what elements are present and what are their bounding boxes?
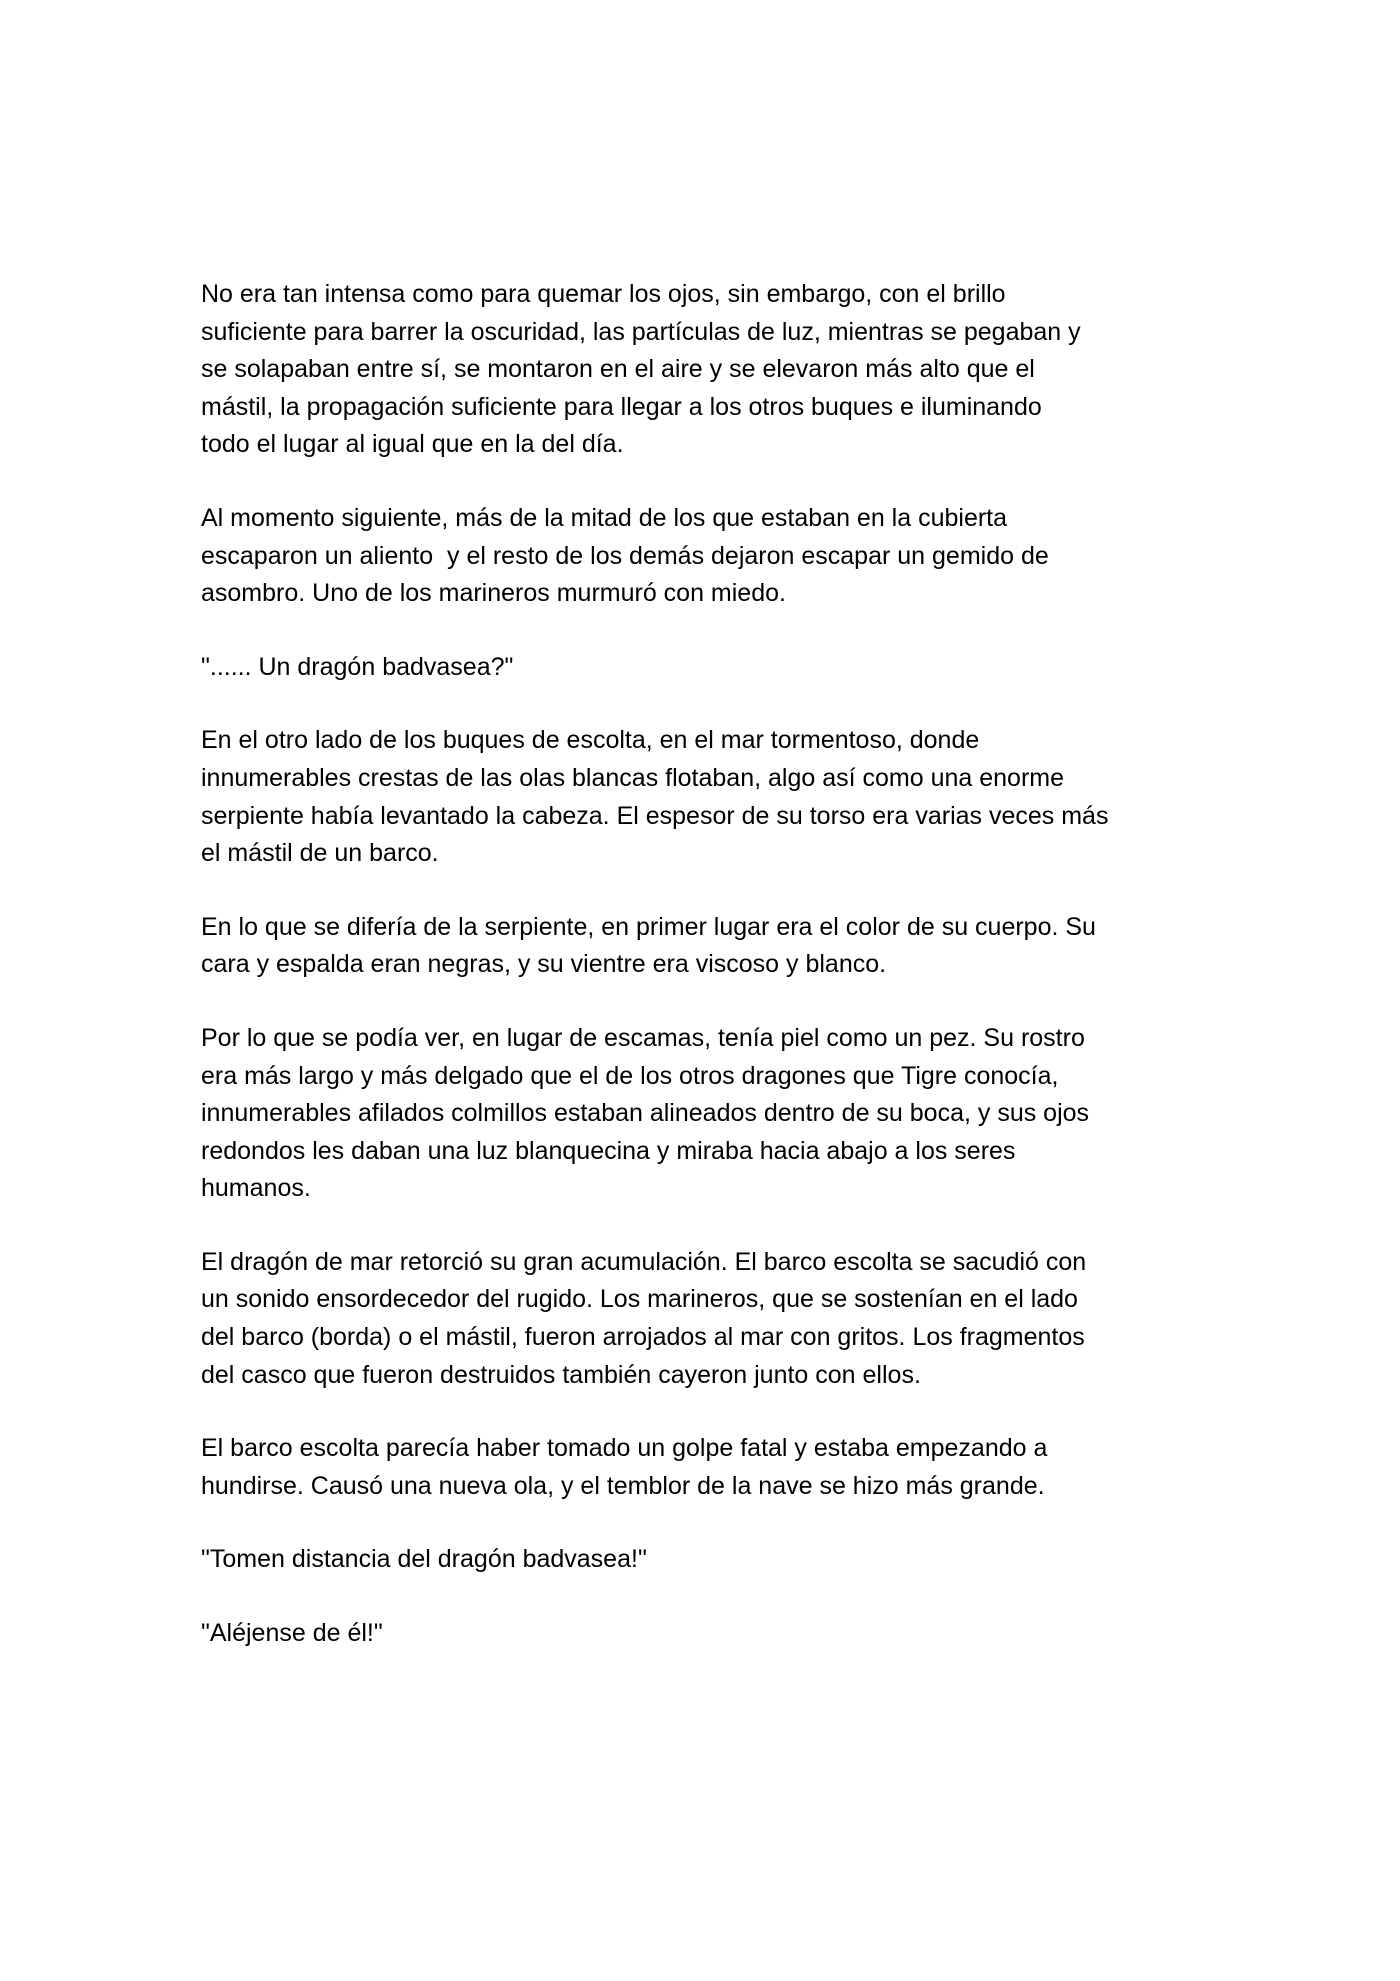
paragraph-1 [201, 276, 1201, 464]
text-line: cara y espalda eran negras, y su vientre era viscoso y blanco. [201, 950, 887, 979]
paragraph-9 [201, 1541, 1201, 1579]
text-line: Por lo que se podía ver, en lugar de escamas, tenía piel como un pez. Su rostro [201, 1023, 1085, 1052]
text-line: del casco que fueron destruidos también cayeron junto con ellos. [201, 1360, 921, 1389]
text-line: humanos. [201, 1174, 311, 1203]
text-line: el mástil de un barco. [201, 839, 439, 868]
text-line: escaparon un aliento y el resto de los demás dejaron escapar un gemido de [201, 541, 1049, 570]
text-line: un sonido ensordecedor del rugido. Los marineros, que se sostenían en el lado [201, 1285, 1078, 1314]
text-line: todo el lugar al igual que en la del día. [201, 430, 624, 459]
text-line: "...... Un dragón badvasea?" [201, 652, 514, 681]
paragraph-3 [201, 649, 1201, 687]
paragraph-4 [201, 722, 1201, 872]
text-line: Al momento siguiente, más de la mitad de los que estaban en la cubierta [201, 503, 1008, 532]
text-line: era más largo y más delgado que el de los otros dragones que Tigre conocía, [201, 1061, 1059, 1090]
text-line: En el otro lado de los buques de escolta, en el mar tormentoso, donde [201, 726, 980, 755]
text-line: "Tomen distancia del dragón badvasea!" [201, 1545, 647, 1574]
paragraph-10 [201, 1615, 1201, 1653]
text-line: asombro. Uno de los marineros murmuró con miedo. [201, 579, 786, 608]
text-line: se solapaban entre sí, se montaron en el aire y se elevaron más alto que el [201, 355, 1035, 384]
text-line: El barco escolta parecía haber tomado un golpe fatal y estaba empezando a [201, 1434, 1048, 1463]
text-line: "Aléjense de él!" [201, 1619, 383, 1648]
text-line: En lo que se difería de la serpiente, en primer lugar era el color de su cuerpo. Su [201, 912, 1096, 941]
paragraph-5 [201, 909, 1201, 984]
paragraph-7 [201, 1244, 1201, 1394]
paragraph-8 [201, 1430, 1201, 1505]
text-line: El dragón de mar retorció su gran acumulación. El barco escolta se sacudió con [201, 1247, 1087, 1276]
text-line: serpiente había levantado la cabeza. El espesor de su torso era varias veces más [201, 801, 1109, 830]
paragraph-2 [201, 500, 1201, 613]
text-line: mástil, la propagación suficiente para llegar a los otros buques e iluminando [201, 392, 1042, 421]
text-line: No era tan intensa como para quemar los ojos, sin embargo, con el brillo [201, 280, 1006, 308]
paragraph-6 [201, 1020, 1201, 1208]
text-line: del barco (borda) o el mástil, fueron arrojados al mar con gritos. Los fragmentos [201, 1323, 1085, 1352]
text-line: suficiente para barrer la oscuridad, las partículas de luz, mientras se pegaban y [201, 317, 1081, 346]
text-line: redondos les daban una luz blanquecina y miraba hacia abajo a los seres [201, 1136, 1016, 1165]
text-line: innumerables afilados colmillos estaban alineados dentro de su boca, y sus ojos [201, 1099, 1090, 1128]
text-line: hundirse. Causó una nueva ola, y el temblor de la nave se hizo más grande. [201, 1471, 1045, 1500]
text-line: innumerables crestas de las olas blancas flotaban, algo así como una enorme [201, 763, 1065, 792]
body-text [201, 276, 1201, 1689]
